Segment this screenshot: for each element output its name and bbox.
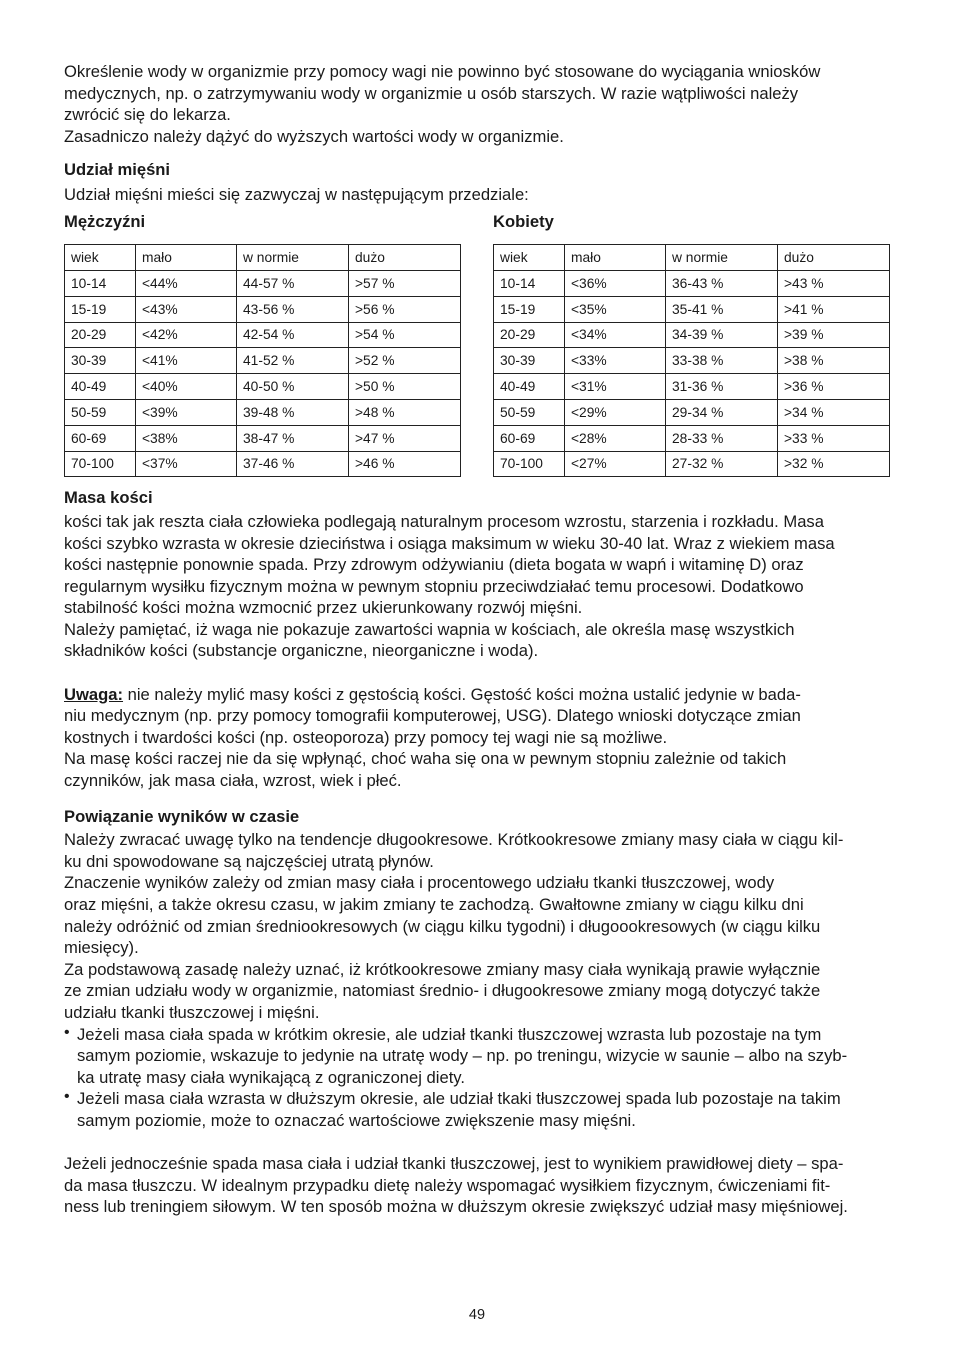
table-row bbox=[65, 425, 461, 451]
men-table-block bbox=[64, 211, 461, 478]
table-row bbox=[65, 322, 461, 348]
results-paragraph bbox=[64, 829, 890, 1023]
table-cell: >46 % bbox=[349, 451, 461, 477]
table-cell: >32 % bbox=[778, 451, 890, 477]
text-line: Należy pamiętać, iż waga nie pokazuje zawartości wapnia w kościach, ale określa masę wszystkich bbox=[64, 619, 795, 639]
table-cell: 27-32 % bbox=[666, 451, 778, 477]
table-cell: 40-49 bbox=[65, 374, 136, 400]
table-cell: >34 % bbox=[778, 399, 890, 425]
table-cell: 10-14 bbox=[494, 270, 565, 296]
table-cell: 31-36 % bbox=[666, 374, 778, 400]
men-table-body bbox=[65, 270, 461, 476]
table-cell: 30-39 bbox=[494, 348, 565, 374]
men-table bbox=[64, 244, 461, 477]
text-line: Zasadniczo należy dążyć do wyższych wartości wody w organizmie. bbox=[64, 126, 564, 146]
text-line: czynników, jak masa ciała, wzrost, wiek i płeć. bbox=[64, 771, 402, 791]
table-cell: 20-29 bbox=[65, 322, 136, 348]
table-header-row bbox=[494, 245, 890, 271]
text-line: da masa tłuszczu. W idealnym przypadku dietę należy wspomagać wysiłkiem fizycznym, ćwiczeniami fit- bbox=[64, 1175, 831, 1195]
table-row bbox=[65, 296, 461, 322]
table-cell: 38-47 % bbox=[237, 425, 349, 451]
text-line: Za podstawową zasadę należy uznać, iż krótkookresowe zmiany masy ciała wynikają prawie wyłącznie bbox=[64, 959, 821, 979]
table-cell: 36-43 % bbox=[666, 270, 778, 296]
header-cell: w normie bbox=[237, 245, 349, 271]
text-line: kości tak jak reszta ciała człowieka podlegają naturalnym procesom wzrostu, starzenia i rozkładu. Masa bbox=[64, 511, 824, 531]
women-table-body bbox=[494, 270, 890, 476]
table-row bbox=[494, 374, 890, 400]
table-cell: <28% bbox=[565, 425, 666, 451]
bullet-item bbox=[64, 1088, 890, 1131]
header-cell: wiek bbox=[65, 245, 136, 271]
table-cell: 37-46 % bbox=[237, 451, 349, 477]
text-line: Jeżeli jednocześnie spada masa ciała i udział tkanki tłuszczowej, jest to wynikiem prawidłowej diety – spa- bbox=[64, 1154, 844, 1174]
table-cell: 28-33 % bbox=[666, 425, 778, 451]
text-line: należy odróżnić od zmian średniookresowych (w ciągu kilku tygodni) i długoookresowych (w ciągu kilku bbox=[64, 916, 821, 936]
muscle-heading: Udział mięśni bbox=[64, 160, 171, 180]
text-line: stabilność kości można wzmocnić przez ukierunkowany rozwój mięśni. bbox=[64, 598, 583, 618]
table-cell: >48 % bbox=[349, 399, 461, 425]
table-row bbox=[494, 348, 890, 374]
table-cell: <31% bbox=[565, 374, 666, 400]
table-cell: 60-69 bbox=[65, 425, 136, 451]
table-cell: <43% bbox=[136, 296, 237, 322]
page-number: 49 bbox=[468, 1307, 486, 1323]
table-cell: 41-52 % bbox=[237, 348, 349, 374]
text-line: Na masę kości raczej nie da się wpłynąć, choć waha się ona w pewnym stopniu zależnie od takich bbox=[64, 749, 787, 769]
table-cell: <40% bbox=[136, 374, 237, 400]
table-row bbox=[494, 399, 890, 425]
text-line: Określenie wody w organizmie przy pomocy wagi nie powinno być stosowane do wyciągania wniosków bbox=[64, 62, 821, 81]
table-cell: 29-34 % bbox=[666, 399, 778, 425]
table-cell: 30-39 bbox=[65, 348, 136, 374]
table-cell: 50-59 bbox=[65, 399, 136, 425]
table-cell: 42-54 % bbox=[237, 322, 349, 348]
women-table-block bbox=[493, 211, 890, 478]
table-cell: <37% bbox=[136, 451, 237, 477]
text-line: udziału tkanki tłuszczowej i mięśni. bbox=[64, 1002, 320, 1022]
table-cell: >57 % bbox=[349, 270, 461, 296]
women-title: Kobiety bbox=[493, 211, 554, 231]
table-cell: <34% bbox=[565, 322, 666, 348]
table-row bbox=[65, 270, 461, 296]
text-line: samym poziomie, wskazuje to jedynie na utratę wody – np. po treningu, wizycie w saunie – albo na szyb- bbox=[77, 1046, 848, 1066]
muscle-text: Udział mięśni mieści się zazwyczaj w następującym przedziale: bbox=[64, 184, 529, 204]
table-cell: >36 % bbox=[778, 374, 890, 400]
text-line: zwrócić się do lekarza. bbox=[64, 105, 231, 125]
header-cell: mało bbox=[565, 245, 666, 271]
table-cell: <33% bbox=[565, 348, 666, 374]
bone-heading: Masa kości bbox=[64, 488, 153, 508]
text-line: Znaczenie wyników zależy od zmian masy ciała i procentowego udziału tkanki tłuszczowej, wody bbox=[64, 873, 775, 893]
header-cell: dużo bbox=[349, 245, 461, 271]
page-content bbox=[64, 61, 890, 1218]
table-cell: 34-39 % bbox=[666, 322, 778, 348]
table-cell: 70-100 bbox=[65, 451, 136, 477]
table-row bbox=[65, 451, 461, 477]
table-header-row bbox=[65, 245, 461, 271]
text-line: kości szybko wzrasta w okresie dzieciństwa i osiąga maksimum w wieku 30-40 lat. Wraz z wiekiem masa bbox=[64, 533, 835, 553]
text-line: niu medycznym (np. przy pomocy tomografii komputerowej, USG). Dlatego wnioski dotyczące zmian bbox=[64, 706, 801, 726]
text-line: • Jeżeli masa ciała spada w krótkim okresie, ale udział tkanki tłuszczowej wzrasta lub pozostaje na tym bbox=[77, 1024, 822, 1044]
men-title: Mężczyźni bbox=[64, 211, 146, 231]
table-cell: 10-14 bbox=[65, 270, 136, 296]
table-cell: 40-50 % bbox=[237, 374, 349, 400]
text-line: miesięcy). bbox=[64, 938, 139, 958]
text-line: oraz mięśni, a także okresu czasu, w jakim zmiany te zachodzą. Gwałtowne zmiany w ciągu kilku dni bbox=[64, 895, 804, 915]
table-cell: 35-41 % bbox=[666, 296, 778, 322]
table-cell: >38 % bbox=[778, 348, 890, 374]
table-row bbox=[494, 425, 890, 451]
table-row bbox=[65, 399, 461, 425]
note-text: nie należy mylić masy kości z gęstością kości. Gęstość kości można ustalić jedynie w bada- bbox=[123, 684, 801, 704]
table-row bbox=[494, 270, 890, 296]
text-line: ze zmian udziału wody w organizmie, natomiast średnio- i długookresowe zmiany mogą dotyczyć także bbox=[64, 981, 821, 1001]
header-cell: mało bbox=[136, 245, 237, 271]
text-line: medycznych, np. o zatrzymywaniu wody w organizmie u osób starszych. W razie wątpliwości należy bbox=[64, 83, 799, 103]
table-cell: 15-19 bbox=[494, 296, 565, 322]
table-cell: >56 % bbox=[349, 296, 461, 322]
table-cell: <35% bbox=[565, 296, 666, 322]
bone-note bbox=[64, 684, 890, 792]
table-cell: 15-19 bbox=[65, 296, 136, 322]
table-cell: 43-56 % bbox=[237, 296, 349, 322]
table-cell: >50 % bbox=[349, 374, 461, 400]
text-line: samym poziomie, może to oznaczać wartościowe zwiększenie masy mięśni. bbox=[77, 1110, 636, 1130]
table-cell: 40-49 bbox=[494, 374, 565, 400]
table-cell: 39-48 % bbox=[237, 399, 349, 425]
text-line: składników kości (substancje organiczne, nieorganiczne i woda). bbox=[64, 641, 539, 661]
final-paragraph bbox=[64, 1153, 890, 1218]
text-line: Należy zwracać uwagę tylko na tendencje długookresowe. Krótkookresowe zmiany masy ciała w ciągu kil- bbox=[64, 830, 844, 850]
table-cell: <39% bbox=[136, 399, 237, 425]
header-cell: dużo bbox=[778, 245, 890, 271]
table-cell: <38% bbox=[136, 425, 237, 451]
header-cell: w normie bbox=[666, 245, 778, 271]
table-cell: 33-38 % bbox=[666, 348, 778, 374]
table-cell: <41% bbox=[136, 348, 237, 374]
table-cell: 20-29 bbox=[494, 322, 565, 348]
intro-paragraph bbox=[64, 61, 890, 147]
table-cell: <27% bbox=[565, 451, 666, 477]
table-row bbox=[65, 348, 461, 374]
women-table bbox=[493, 244, 890, 477]
header-cell: wiek bbox=[494, 245, 565, 271]
text-line: ness lub treningiem siłowym. W ten sposób można w dłuższym okresie zwiększyć udział masy mięśniowej. bbox=[64, 1197, 848, 1217]
text-line: ka utratę masy ciała wynikającą z ograniczonej diety. bbox=[77, 1067, 465, 1087]
table-cell: <42% bbox=[136, 322, 237, 348]
table-cell: <44% bbox=[136, 270, 237, 296]
table-cell: >54 % bbox=[349, 322, 461, 348]
table-row bbox=[494, 451, 890, 477]
text-line: kostnych i twardości kości (np. osteoporoza) przy pomocy tej wagi nie są możliwe. bbox=[64, 727, 668, 747]
results-heading: Powiązanie wyników w czasie bbox=[64, 806, 300, 826]
table-cell: >33 % bbox=[778, 425, 890, 451]
table-cell: 50-59 bbox=[494, 399, 565, 425]
table-cell: <36% bbox=[565, 270, 666, 296]
table-cell: >43 % bbox=[778, 270, 890, 296]
table-row bbox=[65, 374, 461, 400]
table-cell: >39 % bbox=[778, 322, 890, 348]
table-cell: >47 % bbox=[349, 425, 461, 451]
note-label: Uwaga: bbox=[64, 684, 124, 704]
table-row bbox=[494, 296, 890, 322]
table-cell: 44-57 % bbox=[237, 270, 349, 296]
note-first-line bbox=[64, 684, 890, 706]
table-cell: 60-69 bbox=[494, 425, 565, 451]
table-cell: >41 % bbox=[778, 296, 890, 322]
text-line: regularnym wysiłku fizycznym można w pewnym stopniu przeciwdziałać temu procesowi. Dodatkowo bbox=[64, 576, 804, 596]
text-line: ku dni spowodowane są najczęściej utratą płynów. bbox=[64, 851, 434, 871]
text-line: • Jeżeli masa ciała wzrasta w dłuższym okresie, ale udział tkaki tłuszczowej spada lub pozostaje na takim bbox=[77, 1089, 841, 1109]
bullet-item bbox=[64, 1024, 890, 1089]
muscle-tables bbox=[64, 211, 890, 478]
bone-paragraph bbox=[64, 511, 890, 662]
table-cell: 70-100 bbox=[494, 451, 565, 477]
table-cell: <29% bbox=[565, 399, 666, 425]
table-cell: >52 % bbox=[349, 348, 461, 374]
table-row bbox=[494, 322, 890, 348]
text-line: kości następnie ponownie spada. Przy zdrowym odżywianiu (dieta bogata w wapń i witaminę D) oraz bbox=[64, 555, 804, 575]
